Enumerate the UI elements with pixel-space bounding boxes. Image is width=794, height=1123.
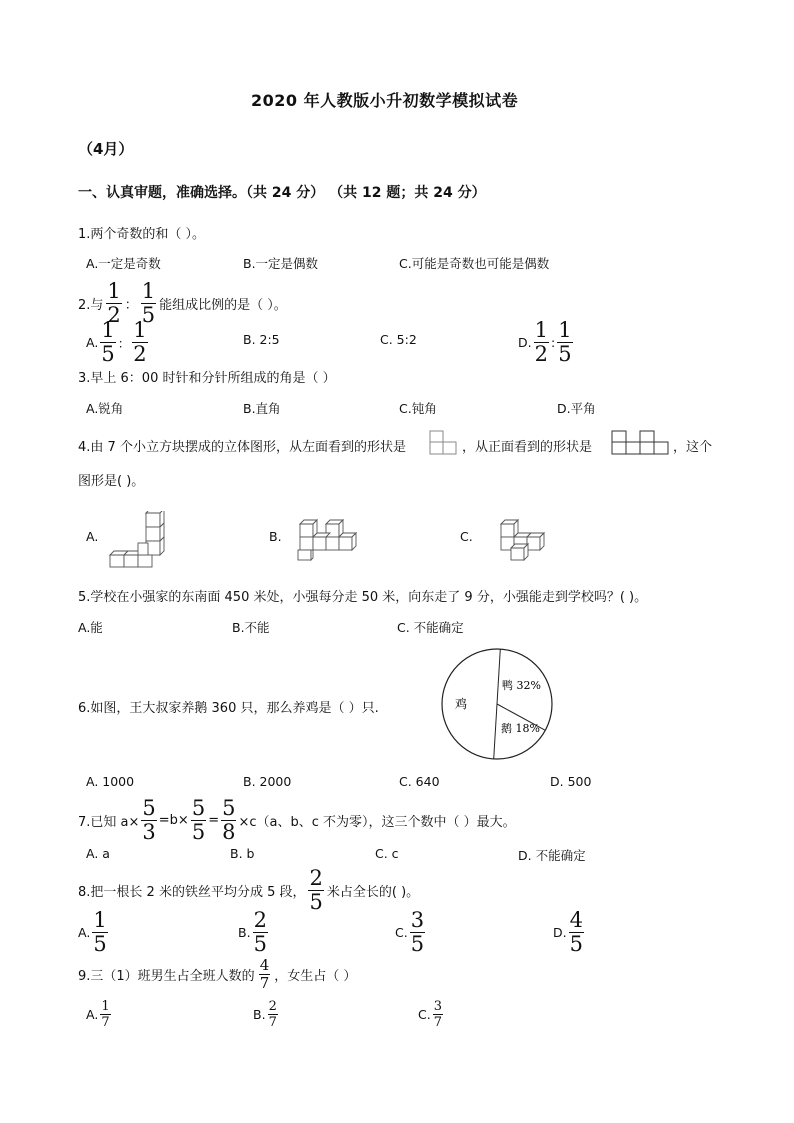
pie-label-duck: 鸭 32%	[502, 679, 541, 692]
q6-option-d[interactable]: D. 500	[550, 774, 592, 789]
q7-option-b[interactable]: B. b	[230, 846, 255, 861]
exam-date: （4月）	[78, 140, 134, 158]
q8-option-d[interactable]: D. $\frac{4}{5}$	[553, 908, 583, 956]
q2-colon: ：	[124, 298, 138, 313]
q9-option-b[interactable]: B. $\frac{2}{7}$	[253, 999, 277, 1030]
q1-option-a[interactable]: A.一定是奇数	[86, 256, 161, 271]
q7-option-c[interactable]: C. c	[375, 846, 399, 861]
q2-fraction-2: $\frac{1}{5}$	[141, 279, 156, 327]
q1-option-c[interactable]: C.可能是奇数也可能是偶数	[399, 256, 550, 271]
question-7: 7.已知 a× $\frac{5}{3}$ =b× $\frac{5}{5}$ = $\frac{5}{8}$ ×c（a、b、c 不为零），这三个数中（ ）最大。	[78, 796, 516, 844]
q3-option-c[interactable]: C.钝角	[399, 401, 437, 416]
q4-option-b[interactable]: B.	[269, 529, 282, 544]
question-4-line2: 图形是( )。	[78, 474, 145, 489]
q2-option-d[interactable]: D. $\frac{1}{2}$ : $\frac{1}{5}$	[518, 318, 572, 366]
q6-option-b[interactable]: B. 2000	[243, 774, 292, 789]
q8-option-c[interactable]: C. $\frac{3}{5}$	[395, 908, 425, 956]
question-8: 8.把一根长 2 米的铁丝平均分成 5 段， $\frac{2}{5}$ 米占全长的( )。	[78, 866, 420, 914]
q9-option-a[interactable]: A. $\frac{1}{7}$	[86, 999, 110, 1030]
pie-label-goose: 鹅 18%	[501, 722, 540, 735]
question-4-line1c: ，这个	[673, 440, 713, 455]
page-title: 2020 年人教版小升初数学模拟试卷	[251, 91, 519, 110]
q7-option-d[interactable]: D. 不能确定	[518, 848, 586, 863]
pie-chart	[435, 646, 559, 762]
q2-text-post: 能组成比例的是（ ）。	[159, 298, 287, 313]
q4-figure-b	[296, 518, 362, 562]
q4-option-a[interactable]: A.	[86, 529, 99, 544]
q5-option-c[interactable]: C. 不能确定	[397, 620, 464, 635]
q3-option-d[interactable]: D.平角	[557, 401, 596, 416]
q9-option-c[interactable]: C. $\frac{3}{7}$	[418, 999, 442, 1030]
section-heading: 一、认真审题，准确选择。（共 24 分） （共 12 题；共 24 分）	[78, 185, 486, 201]
q2-option-b[interactable]: B. 2:5	[243, 332, 280, 347]
question-9: 9.三（1）班男生占全班人数的 $\frac{4}{7}$ ，女生占（ ）	[78, 956, 357, 992]
q6-option-a[interactable]: A. 1000	[86, 774, 135, 789]
question-1: 1.两个奇数的和（ ）。	[78, 227, 206, 242]
q1-option-b[interactable]: B.一定是偶数	[243, 256, 319, 271]
question-6: 6.如图，王大叔家养鹅 360 只，那么养鸡是（ ）只.	[78, 701, 379, 716]
q3-option-a[interactable]: A.锐角	[86, 401, 124, 416]
q3-option-b[interactable]: B.直角	[243, 401, 281, 416]
q5-option-b[interactable]: B.不能	[232, 620, 270, 635]
q4-option-c[interactable]: C.	[460, 529, 473, 544]
question-3: 3.早上 6：00 时针和分针所组成的角是（ ）	[78, 371, 336, 386]
q8-option-b[interactable]: B. $\frac{2}{5}$	[238, 908, 267, 956]
q6-option-c[interactable]: C. 640	[399, 774, 440, 789]
q4-figure-c	[499, 518, 549, 562]
question-4-line1b: ，从正面看到的形状是	[462, 440, 593, 455]
q2-option-a[interactable]: A. $\frac{1}{5}$ ： $\frac{1}{2}$	[86, 318, 147, 366]
q8-option-a[interactable]: A. $\frac{1}{5}$	[78, 908, 107, 956]
q7-option-a[interactable]: A. a	[86, 846, 110, 861]
q2-option-c[interactable]: C. 5:2	[380, 332, 417, 347]
question-4-line1: 4.由 7 个小立方块摆成的立体图形，从左面看到的形状是	[78, 440, 406, 455]
question-5: 5.学校在小强家的东南面 450 米处，小强每分走 50 米，向东走了 9 分，小强能走到学校吗？( )。	[78, 590, 648, 605]
q2-text-pre: 2.与	[78, 298, 104, 313]
q4-figure-a	[108, 511, 166, 569]
pie-label-chicken: 鸡	[455, 697, 468, 711]
q5-option-a[interactable]: A.能	[78, 620, 103, 635]
q2-fraction-1: $\frac{1}{2}$	[107, 279, 121, 327]
left-view-icon	[429, 430, 459, 456]
front-view-icon	[611, 430, 669, 456]
